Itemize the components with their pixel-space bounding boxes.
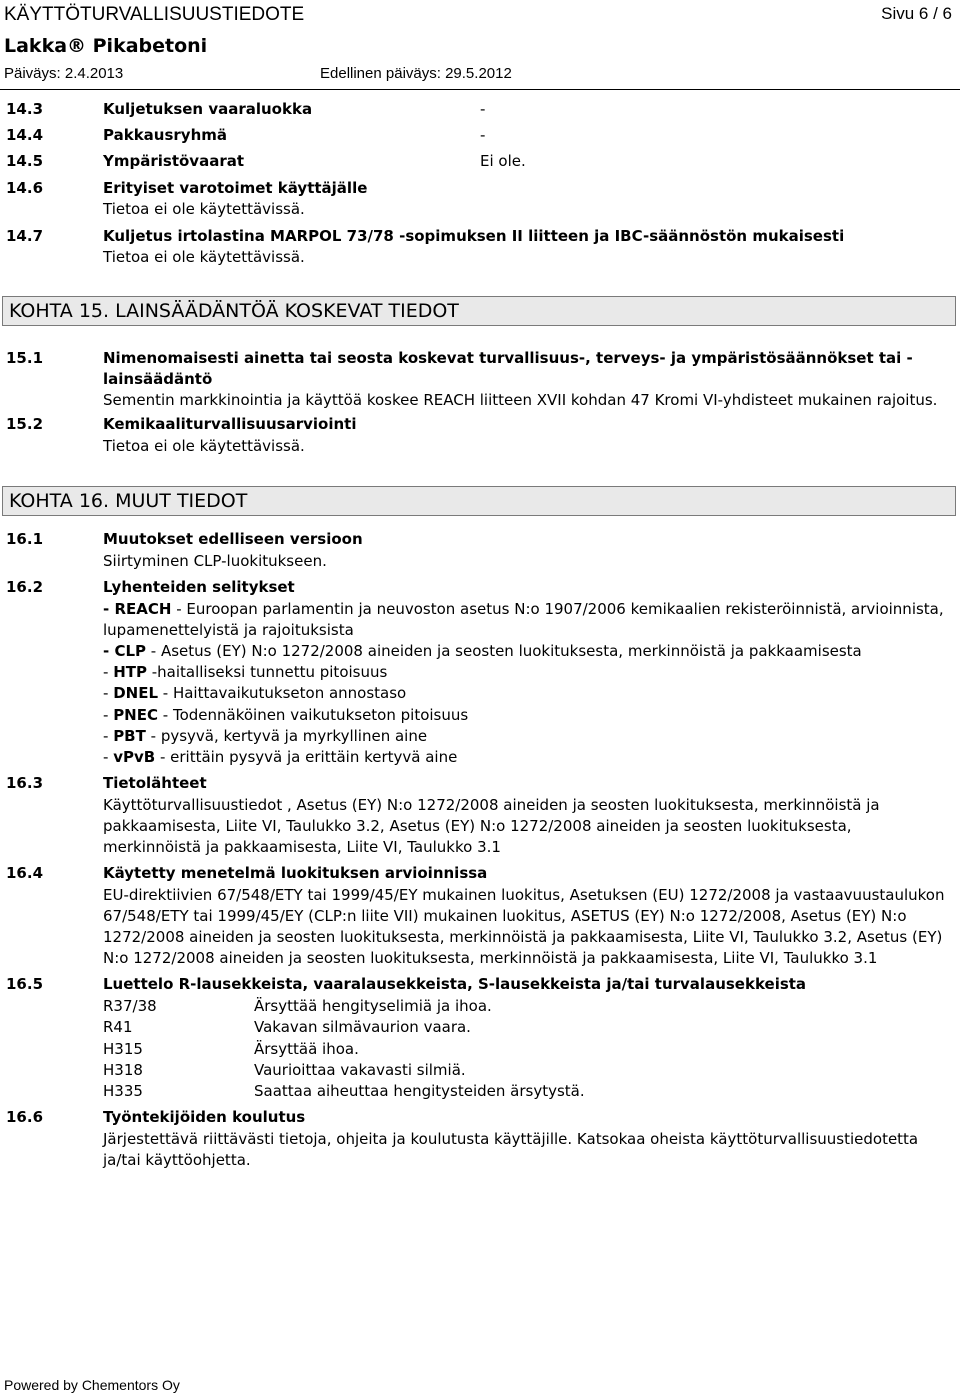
subsection-text-line: pakkaamisesta, Liite VI, Taulukko 3.2, Asetus (EY) N:o 1272/2008 aineiden ja seosten luokituksesta, [103, 817, 852, 835]
subsection-title: Tietolähteet [103, 774, 207, 792]
subsection-number: 16.4 [6, 864, 44, 882]
subsection-text-line: 1272/2008 aineiden ja seosten luokituksesta, merkinnöistä ja pakkaamisesta, Liite VI, Taulukko 3.2, Asetus (EY) [103, 928, 943, 946]
subsection-number: 14.5 [6, 152, 44, 170]
abbreviation: REACH [114, 600, 172, 618]
subsection-title-continued: lainsäädäntö [103, 370, 213, 388]
header-divider [0, 89, 960, 90]
abbreviation: CLP [114, 642, 147, 660]
subsection-text-line: Järjestettävä riittävästi tietoja, ohjeita ja koulutusta käyttäjille. Katsokaa oheista käyttöturvallisuustiedotetta [103, 1130, 919, 1148]
page-number: Sivu 6 / 6 [881, 4, 952, 23]
subsection-title: Luettelo R-lausekkeista, vaaralausekkeista, S-lausekkeista ja/tai turvalausekkeista [103, 975, 807, 993]
abbreviation: PNEC [113, 706, 158, 724]
phrase-text: Vaurioittaa vakavasti silmiä. [254, 1061, 466, 1079]
subsection-text: Tietoa ei ole käytettävissä. [103, 200, 305, 218]
phrase-text: Ärsyttää hengityselimiä ja ihoa. [254, 997, 492, 1015]
section-16-title: KOHTA 16. MUUT TIEDOT [9, 490, 248, 512]
abbreviation: PBT [113, 727, 146, 745]
subsection-text: Sementin markkinointia ja käyttöä koskee REACH liitteen XVII kohdan 47 Kromi VI-yhdisteet mukainen rajoitus. [103, 391, 938, 409]
subsection-title: Nimenomaisesti ainetta tai seosta koskevat turvallisuus-, terveys- ja ympäristösäännökset tai - [103, 349, 913, 367]
phrase-code: H335 [103, 1082, 143, 1100]
abbreviation: HTP [113, 663, 147, 681]
abbreviation-entry: - DNEL - Haittavaikutukseton annostaso [103, 684, 407, 702]
subsection-text-line: ja/tai käyttöohjetta. [103, 1151, 251, 1169]
abbreviation-entry: - REACH - Euroopan parlamentin ja neuvoston asetus N:o 1907/2006 kemikaalien rekisteröinnistä, arvioinnista, [103, 600, 944, 618]
phrase-text: Ärsyttää ihoa. [254, 1040, 359, 1058]
phrase-code: H315 [103, 1040, 143, 1058]
phrase-code: R41 [103, 1018, 133, 1036]
phrase-text: Vakavan silmävaurion vaara. [254, 1018, 471, 1036]
abbreviation-entry: - HTP -haitalliseksi tunnettu pitoisuus [103, 663, 388, 681]
subsection-number: 16.6 [6, 1108, 44, 1126]
abbreviation-entry: - CLP - Asetus (EY) N:o 1272/2008 aineiden ja seosten luokituksesta, merkinnöistä ja pakkaamisesta [103, 642, 862, 660]
abbreviation: DNEL [113, 684, 158, 702]
subsection-title: Työntekijöiden koulutus [103, 1108, 306, 1126]
subsection-text: Tietoa ei ole käytettävissä. [103, 248, 305, 266]
subsection-title: Erityiset varotoimet käyttäjälle [103, 179, 368, 197]
subsection-number: 14.7 [6, 227, 44, 245]
subsection-value: - [480, 100, 486, 118]
section-15-title: KOHTA 15. LAINSÄÄDÄNTÖÄ KOSKEVAT TIEDOT [9, 300, 459, 322]
subsection-title: Pakkausryhmä [103, 126, 227, 144]
subsection-text-line: 67/548/ETY tai 1999/45/EY (CLP:n liite VII) mukainen luokitus, ASETUS (EY) N:o 1272/2008, Asetus (EY) N:o [103, 907, 907, 925]
subsection-title: Käytetty menetelmä luokituksen arvioinnissa [103, 864, 488, 882]
subsection-title: Kuljetus irtolastina MARPOL 73/78 -sopimuksen II liitteen ja IBC-säännöstön mukaisesti [103, 227, 845, 245]
abbreviation-entry: - PNEC - Todennäköinen vaikutukseton pitoisuus [103, 706, 469, 724]
subsection-text-line: merkinnöistä ja pakkaamisesta, Liite VI, Taulukko 3.1 [103, 838, 501, 856]
phrase-text: Saattaa aiheuttaa hengitysteiden ärsytystä. [254, 1082, 585, 1100]
subsection-number: 15.1 [6, 349, 44, 367]
abbreviation-entry-continued: lupamenettelyistä ja rajoituksista [103, 621, 354, 639]
subsection-text-line: N:o 1272/2008 aineiden ja seosten luokituksesta, merkinnöistä ja pakkaamisesta, Liite VI, Taulukko 3.1 [103, 949, 878, 967]
subsection-number: 16.5 [6, 975, 44, 993]
subsection-number: 16.3 [6, 774, 44, 792]
subsection-number: 16.1 [6, 530, 44, 548]
subsection-number: 14.4 [6, 126, 44, 144]
document-title: KÄYTTÖTURVALLISUUSTIEDOTE [4, 4, 305, 25]
subsection-title: Lyhenteiden selitykset [103, 578, 295, 596]
section-16-header [2, 486, 956, 516]
phrase-code: R37/38 [103, 997, 157, 1015]
subsection-title: Ympäristövaarat [103, 152, 245, 170]
subsection-text: Siirtyminen CLP-luokitukseen. [103, 552, 327, 570]
subsection-number: 16.2 [6, 578, 44, 596]
abbreviation-entry: - vPvB - erittäin pysyvä ja erittäin kertyvä aine [103, 748, 458, 766]
subsection-title: Muutokset edelliseen versioon [103, 530, 363, 548]
section-15-header [2, 296, 956, 326]
subsection-text-line: Käyttöturvallisuustiedot , Asetus (EY) N:o 1272/2008 aineiden ja seosten luokituksesta, merkinnöistä ja [103, 796, 880, 814]
subsection-title: Kuljetuksen vaaraluokka [103, 100, 313, 118]
subsection-value: - [480, 126, 486, 144]
subsection-value: Ei ole. [480, 152, 526, 170]
subsection-text-line: EU-direktiivien 67/548/ETY tai 1999/45/EY mukainen luokitus, Asetuksen (EU) 1272/2008 ja vastaavuustaulukon [103, 886, 945, 904]
abbreviation: vPvB [113, 748, 156, 766]
subsection-number: 15.2 [6, 415, 44, 433]
previous-revision-date: Edellinen päiväys: 29.5.2012 [320, 65, 512, 82]
phrase-code: H318 [103, 1061, 143, 1079]
footer-credit: Powered by Chementors Oy [4, 1377, 180, 1393]
subsection-number: 14.6 [6, 179, 44, 197]
product-name: Lakka® Pikabetoni [4, 35, 208, 57]
subsection-text: Tietoa ei ole käytettävissä. [103, 437, 305, 455]
subsection-title: Kemikaaliturvallisuusarviointi [103, 415, 357, 433]
revision-date: Päiväys: 2.4.2013 [4, 65, 124, 82]
subsection-number: 14.3 [6, 100, 44, 118]
abbreviation-entry: - PBT - pysyvä, kertyvä ja myrkyllinen aine [103, 727, 428, 745]
